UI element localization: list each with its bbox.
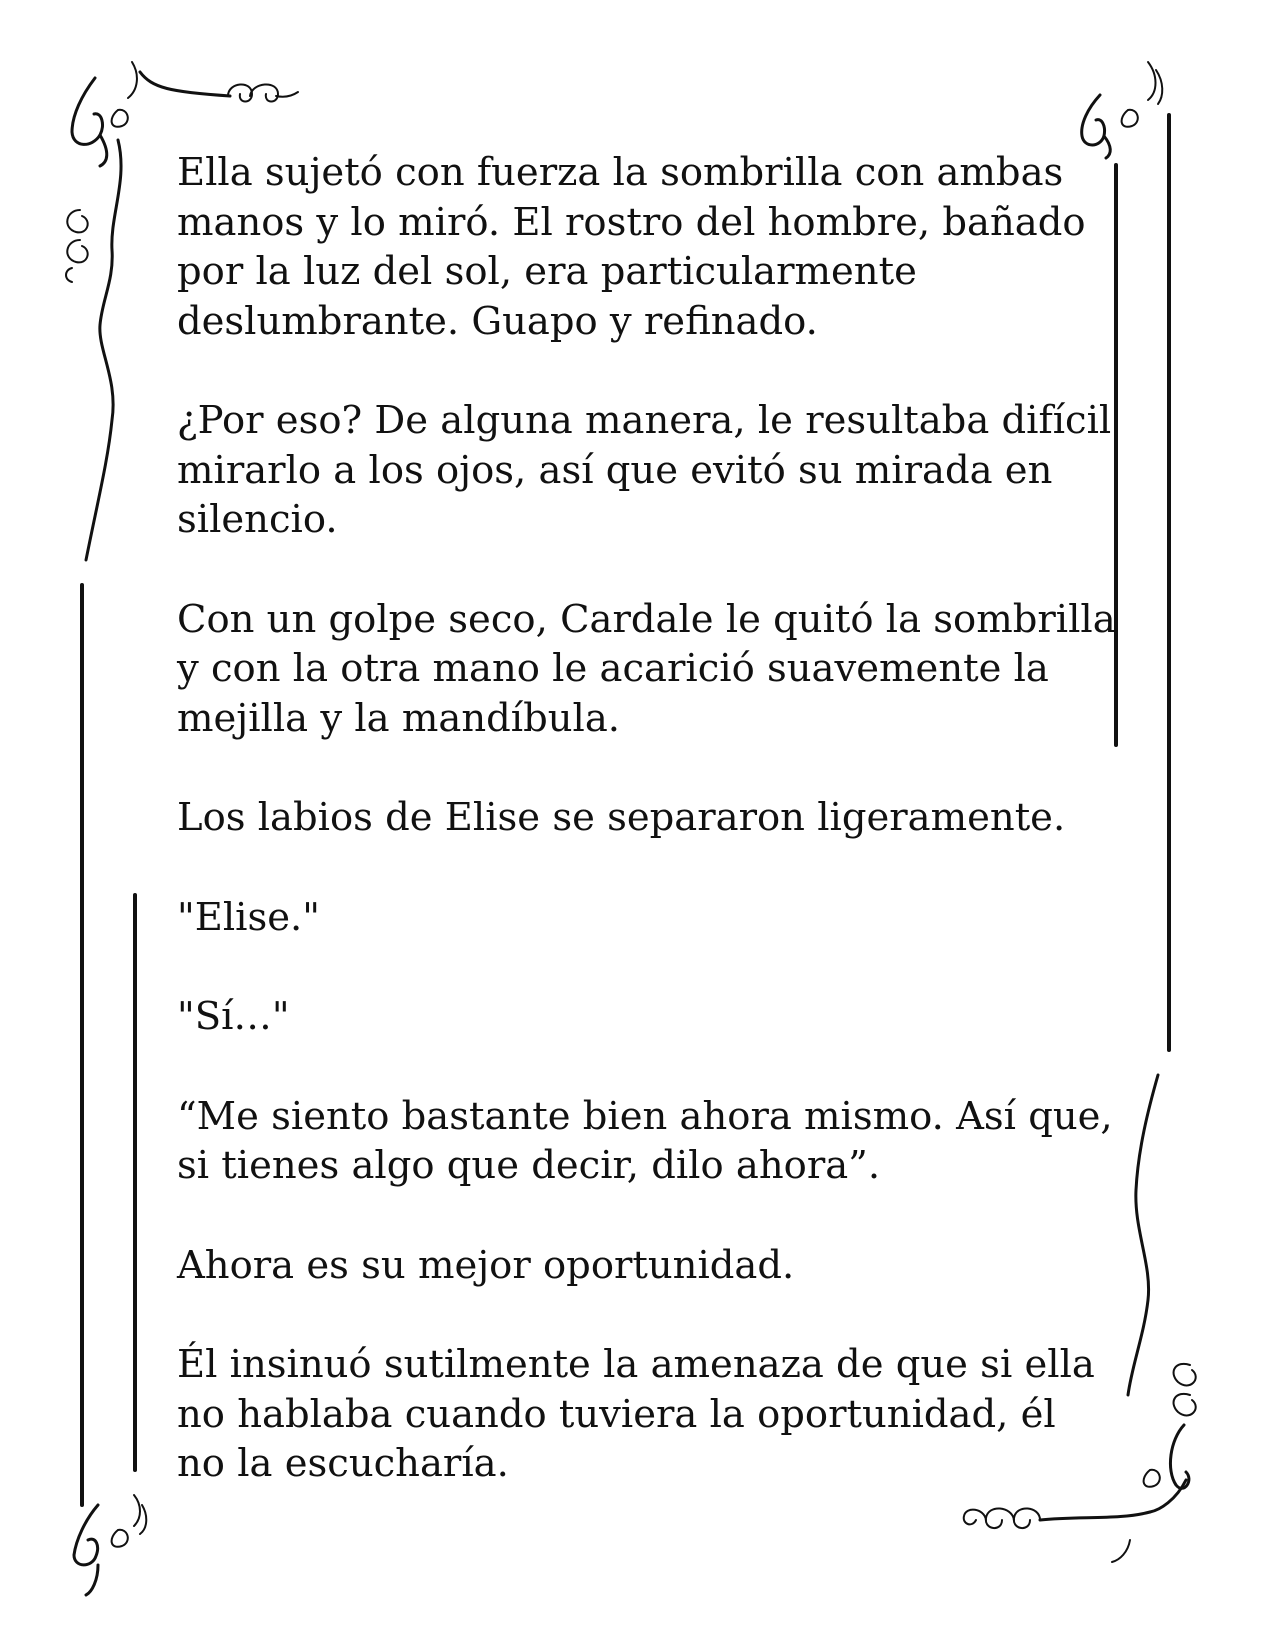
paragraph — [177, 893, 1107, 943]
text-line: mirarlo a los ojos, así que evitó su mirada en — [177, 447, 1053, 493]
text-line: "Sí…" — [177, 994, 290, 1039]
text-line: deslumbrante. Guapo y refinado. — [177, 298, 818, 344]
text-line: "Elise." — [177, 894, 320, 940]
text-line: ¿Por eso? De alguna manera, le resultaba difícil — [177, 398, 1112, 443]
text-line: y con la otra mano le acarició suavemente la — [177, 646, 1049, 691]
text-line: si tienes algo que decir, dilo ahora”. — [177, 1143, 881, 1188]
paragraph — [177, 396, 1112, 545]
story-text — [177, 148, 1116, 1489]
paragraph — [177, 992, 1107, 1042]
text-line: por la luz del sol, era particularmente — [177, 249, 917, 294]
text-line: no hablaba cuando tuviera la oportunidad, él — [177, 1391, 1056, 1437]
text-line: Ella sujetó con fuerza la sombrilla con ambas — [177, 150, 1064, 195]
text-line: no la escucharía. — [177, 1441, 509, 1486]
paragraph — [177, 1340, 1107, 1489]
text-line: Los labios de Elise se separaron ligeramente. — [177, 795, 1066, 840]
text-line: Con un golpe seco, Cardale le quitó la sombrilla — [177, 596, 1116, 642]
paragraph — [177, 1092, 1113, 1191]
paragraph — [177, 148, 1107, 346]
bottom-left-flourish-icon — [74, 1495, 146, 1595]
text-line: manos y lo miró. El rostro del hombre, bañado — [177, 199, 1086, 245]
text-line: mejilla y la mandíbula. — [177, 695, 621, 741]
text-line: silencio. — [177, 497, 338, 542]
paragraph — [177, 1241, 1107, 1291]
paragraph — [177, 595, 1116, 744]
top-right-flourish-icon — [1082, 62, 1163, 158]
text-line: Ahora es su mejor oportunidad. — [177, 1242, 795, 1288]
text-line: Él insinuó sutilmente la amenaza de que si ella — [177, 1342, 1095, 1387]
paragraph — [177, 793, 1107, 843]
text-line: “Me siento bastante bien ahora mismo. Así que, — [177, 1093, 1113, 1139]
